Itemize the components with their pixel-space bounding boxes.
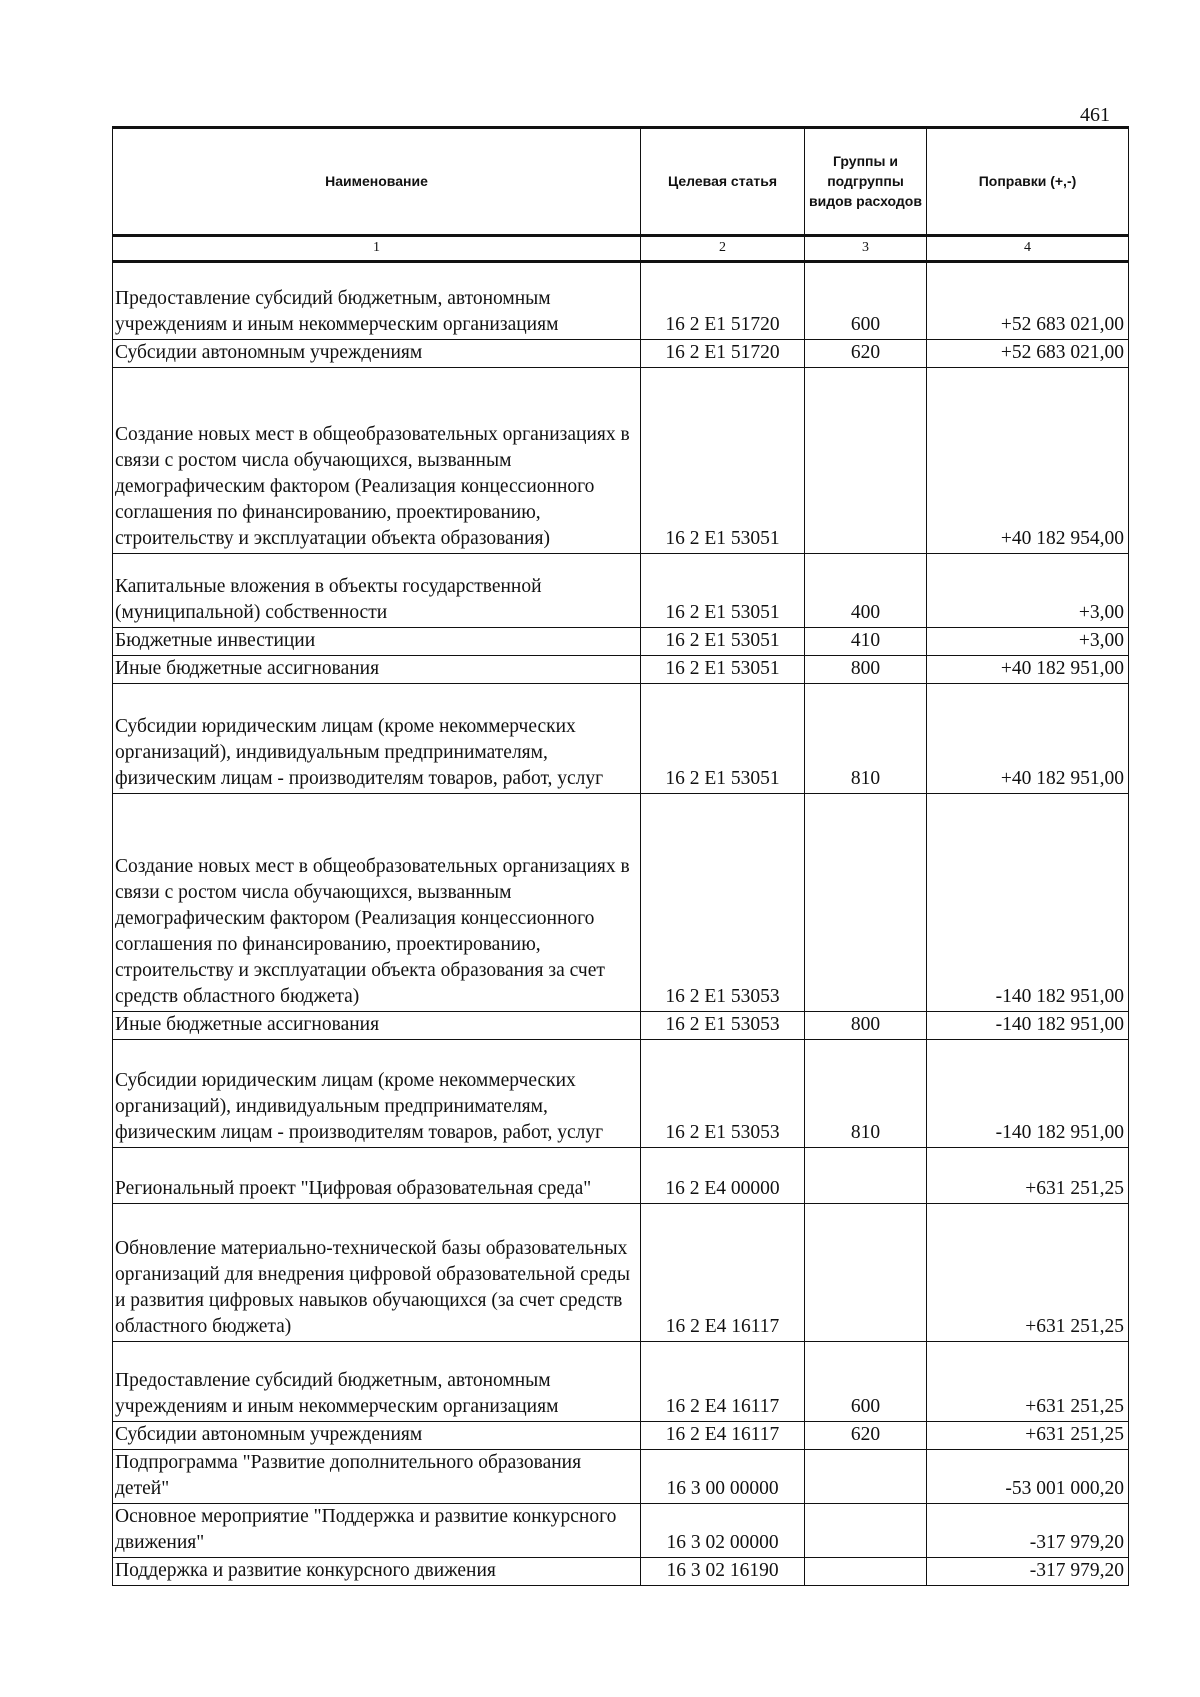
row-code: 16 3 02 16190 — [641, 1558, 805, 1586]
row-group — [805, 368, 927, 554]
table-row — [113, 1450, 1129, 1504]
page-number: 461 — [1080, 104, 1110, 126]
row-group — [805, 794, 927, 1012]
row-name: Капитальные вложения в объекты государственной (муниципальной) собственности — [113, 554, 641, 628]
row-amount: +631 251,25 — [927, 1422, 1129, 1450]
row-group: 410 — [805, 628, 927, 656]
table-row — [113, 1558, 1129, 1586]
row-amount: +52 683 021,00 — [927, 262, 1129, 340]
row-name: Иные бюджетные ассигнования — [113, 1012, 641, 1040]
table-row — [113, 1148, 1129, 1204]
row-name: Предоставление субсидий бюджетным, автономным учреждениям и иным некоммерческим организациям — [113, 1342, 641, 1422]
row-code: 16 3 02 00000 — [641, 1504, 805, 1558]
column-number-row — [113, 236, 1129, 262]
row-name: Основное мероприятие "Поддержка и развитие конкурсного движения" — [113, 1504, 641, 1558]
row-code: 16 2 E1 51720 — [641, 340, 805, 368]
row-amount: +40 182 951,00 — [927, 656, 1129, 684]
row-code: 16 2 E1 53051 — [641, 554, 805, 628]
row-group: 620 — [805, 340, 927, 368]
row-code: 16 2 E1 53051 — [641, 684, 805, 794]
row-amount: +52 683 021,00 — [927, 340, 1129, 368]
row-group: 810 — [805, 1040, 927, 1148]
budget-table — [112, 126, 1129, 1586]
row-code: 16 2 E4 16117 — [641, 1204, 805, 1342]
table-row — [113, 368, 1129, 554]
row-code: 16 2 E1 53053 — [641, 1012, 805, 1040]
table-row — [113, 1504, 1129, 1558]
row-name: Региональный проект "Цифровая образовательная среда" — [113, 1148, 641, 1204]
table-row — [113, 684, 1129, 794]
header-amendments: Поправки (+,-) — [927, 128, 1129, 236]
row-group: 800 — [805, 1012, 927, 1040]
row-name: Бюджетные инвестиции — [113, 628, 641, 656]
row-amount: +631 251,25 — [927, 1204, 1129, 1342]
row-amount: +3,00 — [927, 554, 1129, 628]
row-code: 16 2 E1 53051 — [641, 656, 805, 684]
row-amount: -317 979,20 — [927, 1504, 1129, 1558]
row-code: 16 2 E1 53053 — [641, 794, 805, 1012]
row-amount: +40 182 951,00 — [927, 684, 1129, 794]
table-row — [113, 554, 1129, 628]
row-code: 16 2 E1 53051 — [641, 368, 805, 554]
row-group: 800 — [805, 656, 927, 684]
column-number: 4 — [927, 236, 1129, 262]
table-row — [113, 1012, 1129, 1040]
row-group — [805, 1558, 927, 1586]
table-row — [113, 262, 1129, 340]
row-group — [805, 1204, 927, 1342]
table-row — [113, 1204, 1129, 1342]
row-code: 16 2 E4 00000 — [641, 1148, 805, 1204]
row-name: Создание новых мест в общеобразовательных организациях в связи с ростом числа обучающихся, вызванным демографическим фактором (Реализация концессионного соглашения по финансированию, проектированию, строительству и эксплуатации объекта образования) — [113, 368, 641, 554]
table-row — [113, 1422, 1129, 1450]
row-amount: -140 182 951,00 — [927, 794, 1129, 1012]
row-name: Подпрограмма "Развитие дополнительного образования детей" — [113, 1450, 641, 1504]
row-name: Субсидии автономным учреждениям — [113, 1422, 641, 1450]
header-expense-groups: Группы и подгруппы видов расходов — [805, 128, 927, 236]
row-name: Поддержка и развитие конкурсного движения — [113, 1558, 641, 1586]
row-name: Субсидии автономным учреждениям — [113, 340, 641, 368]
row-code: 16 2 E1 53051 — [641, 628, 805, 656]
header-name: Наименование — [113, 128, 641, 236]
row-group — [805, 1148, 927, 1204]
row-amount: -140 182 951,00 — [927, 1012, 1129, 1040]
row-group: 810 — [805, 684, 927, 794]
row-code: 16 3 00 00000 — [641, 1450, 805, 1504]
row-name: Иные бюджетные ассигнования — [113, 656, 641, 684]
table-row — [113, 340, 1129, 368]
row-amount: +631 251,25 — [927, 1148, 1129, 1204]
table-row — [113, 656, 1129, 684]
column-number: 1 — [113, 236, 641, 262]
column-number: 3 — [805, 236, 927, 262]
table-row — [113, 794, 1129, 1012]
row-name: Предоставление субсидий бюджетным, автономным учреждениям и иным некоммерческим организациям — [113, 262, 641, 340]
row-group — [805, 1450, 927, 1504]
row-group — [805, 1504, 927, 1558]
row-name: Обновление материально-технической базы образовательных организаций для внедрения цифровой образовательной среды и развития цифровых навыков обучающихся (за счет средств областного бюджета) — [113, 1204, 641, 1342]
row-code: 16 2 E4 16117 — [641, 1342, 805, 1422]
row-name: Создание новых мест в общеобразовательных организациях в связи с ростом числа обучающихся, вызванным демографическим фактором (Реализация концессионного соглашения по финансированию, проектированию, строительству и эксплуатации объекта образования за счет средств областного бюджета) — [113, 794, 641, 1012]
table-row — [113, 1040, 1129, 1148]
row-amount: +631 251,25 — [927, 1342, 1129, 1422]
row-code: 16 2 E1 51720 — [641, 262, 805, 340]
table-row — [113, 1342, 1129, 1422]
row-amount: -53 001 000,20 — [927, 1450, 1129, 1504]
column-number: 2 — [641, 236, 805, 262]
row-group: 400 — [805, 554, 927, 628]
header-row — [113, 128, 1129, 236]
row-amount: -140 182 951,00 — [927, 1040, 1129, 1148]
row-amount: +3,00 — [927, 628, 1129, 656]
row-amount: -317 979,20 — [927, 1558, 1129, 1586]
row-group: 600 — [805, 262, 927, 340]
row-code: 16 2 E4 16117 — [641, 1422, 805, 1450]
row-name: Субсидии юридическим лицам (кроме некоммерческих организаций), индивидуальным предпринимателям, физическим лицам - производителям товаров, работ, услуг — [113, 1040, 641, 1148]
row-name: Субсидии юридическим лицам (кроме некоммерческих организаций), индивидуальным предпринимателям, физическим лицам - производителям товаров, работ, услуг — [113, 684, 641, 794]
header-target-article: Целевая статья — [641, 128, 805, 236]
table-row — [113, 628, 1129, 656]
row-amount: +40 182 954,00 — [927, 368, 1129, 554]
row-group: 620 — [805, 1422, 927, 1450]
row-code: 16 2 E1 53053 — [641, 1040, 805, 1148]
row-group: 600 — [805, 1342, 927, 1422]
